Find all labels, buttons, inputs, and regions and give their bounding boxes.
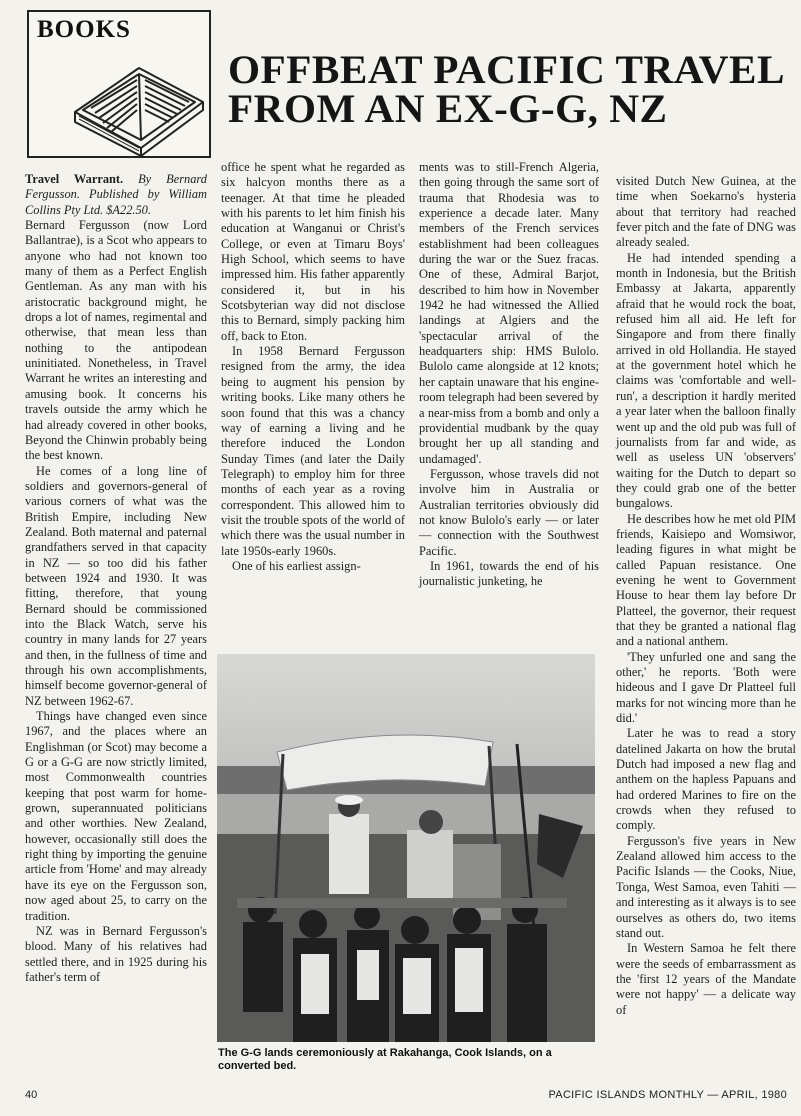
book-title: Travel Warrant. <box>25 172 124 186</box>
article-photo <box>217 654 595 1042</box>
magazine-footer: PACIFIC ISLANDS MONTHLY — APRIL, 1980 <box>548 1089 787 1101</box>
paragraph: He describes how he met old PIM friends, Kaisiepo and Womsiwor, leading figures in what might be called Papuan resistance. One evening he went to Government House to hear them lay before Dr Platteel, the governor, their request that they be granted a national flag and a national anthem. <box>616 511 796 649</box>
paragraph: In 1961, towards the end of his journalistic junketing, he <box>419 558 599 589</box>
paragraph: One of his earliest assign- <box>232 558 361 573</box>
paragraph: In 1958 Bernard Fergusson resigned from the army, the idea being to augment his pension by writing books. Like many others he soon found that this was a chancy way of earning a living and he therefore induced the London Sunday Times (and later the Daily Telegraph) to employ him for three months of each year as a roving correspondent. This allowed him to visit the trouble spots of the world of which there was the usual number in late 1950s-early 1960s. <box>221 344 405 558</box>
headline-line-1: OFFBEAT PACIFIC TRAVEL <box>228 47 785 92</box>
headline-line-2: FROM AN EX-G-G, NZ <box>228 86 668 131</box>
paragraph: He had intended spending a month in Indonesia, but the British Embassy at Jakarta, apparently afraid that he would rock the boat, refused him all aid. He left for Singapore and from there finally arrived in old Hollandia. He stayed at the government hotel which he claims was 'comfortable and well-run', a description it hardly merited a year later when the balloon finally went up and the old pub was full of journalists from far and wide, as well as useless UN 'observers' waiting for the Dutch to depart so they could grab one of the better bungalows. <box>616 250 796 511</box>
paragraph: Fergusson, whose travels did not involve him in Australia or Australian territories obviously did not know Bulolo's early — or later — connection with the Southwest Pacific. <box>419 466 599 558</box>
book-illustration-icon <box>69 50 209 156</box>
paragraph: Bernard Fergusson (now Lord Ballantrae), is a Scot who appears to anyone who had not known too many of them as a Perfect English Gentleman. As any man with his aristocratic background might, he drops a lot of names, regimental and otherwise, that mean less than nothing to the antipodean uninitiated. Nonetheless, in Travel Warrant he writes an interesting and amusing book. It concerns his travels outside the army which he had already covered in other books, Beyond the Chinwin probably being the best known. <box>25 218 207 463</box>
paragraph: Fergusson's five years in New Zealand allowed him access to the Pacific Islands — the Cooks, Niue, Tonga, West Samoa, even Tahiti — and interesting as it always is to see ourselves as others do, two items stand out. <box>616 833 796 940</box>
paragraph: NZ was in Bernard Fergusson's blood. Many of his relatives had settled there, and in 1925 during his father's term of <box>25 923 207 984</box>
paragraph: ments was to still-French Algeria, then going through the same sort of trauma that Rhodesia was to experience a decade later. Many members of the French services establishment had been colleagues during the war or the Suez fracas. One of these, Admiral Barjot, described to him how in November 1942 he had witnessed the Allied landings at Algiers and the 'spectacular arrival of the headquarters ship: HMS Bulolo. Bulolo came alongside at 12 knots; her captain unaware that his engine-room telegraph had been severed by a near-miss from a bomb and only a providential mudbank by the quay brought her up all standing and undamaged'. <box>419 160 599 466</box>
article-column-1 <box>25 172 207 985</box>
paragraph: In Western Samoa he felt there were the seeds of embarrassment as the 'first 12 years of the Mandate were not happy' — a delicate way of <box>616 941 796 1017</box>
page-number: 40 <box>25 1089 38 1101</box>
paragraph: visited Dutch New Guinea, at the time when Soekarno's hysteria about that territory had reached fever pitch and the fate of DNG was already sealed. <box>616 174 796 250</box>
photo-image <box>217 654 595 1042</box>
photo-caption: The G-G lands ceremoniously at Rakahanga, Cook Islands, on a converted bed. <box>218 1047 552 1072</box>
review-heading <box>25 172 207 218</box>
paragraph: Later he was to read a story datelined Jakarta on how the brutal Dutch had imposed a new flag and anthem on the hapless Papuans and had ordered Marines to fire on the crowds when they refused to comply. <box>616 726 796 833</box>
article-column-3 <box>419 160 599 590</box>
paragraph: He comes of a long line of soldiers and governors-general of various corners of what was the British Empire, including New Zealand. Both maternal and paternal grandfathers served in that capacity in NZ — so too did his father between 1924 and 1930. It was fitting, therefore, that young Bernard should be commissioned into the Black Watch, serve his country in many lands for 27 years and then, in the fullness of time and through his own accomplishments, himself become governor-general of NZ between 1962-67. <box>25 463 207 708</box>
paragraph: 'They unfurled one and sang the other,' he reports. 'Both were hideous and I gave Dr Platteel full marks for not wincing more than he did.' <box>616 649 796 726</box>
section-label-box <box>27 10 211 158</box>
article-column-2 <box>221 160 405 574</box>
article-headline <box>228 47 801 131</box>
paragraph: office he spent what he regarded as six halcyon months there as a teenager. At that time he pleaded with his parents to let him finish his education at Wanganui or Christ's College, or even at Timaru Boys' High School, which seems to have impressed him. His father apparently considered it, but in his Scotsbyterian way did not disclose this to Bernard, simply packing him off, back to Eton. <box>221 160 405 343</box>
paragraph: Things have changed even since 1967, and the places where an Englishman (or Scot) may become a G or a G-G are now strictly limited, most Commonwealth countries keeping that post warm for home-grown, superannuated politicians and other worthies. New Zealand, however, occasionally still does the right thing by importing the genuine article from 'Home' and may already have its eye on the Fergusson son, now aged about 25, to carry on the tradition. <box>25 709 207 923</box>
section-label: BOOKS <box>37 16 131 43</box>
article-column-4 <box>616 174 796 1018</box>
book-byline: By Bernard Fergusson. Published by William Collins Pty Ltd. $A22.50. <box>25 172 207 217</box>
